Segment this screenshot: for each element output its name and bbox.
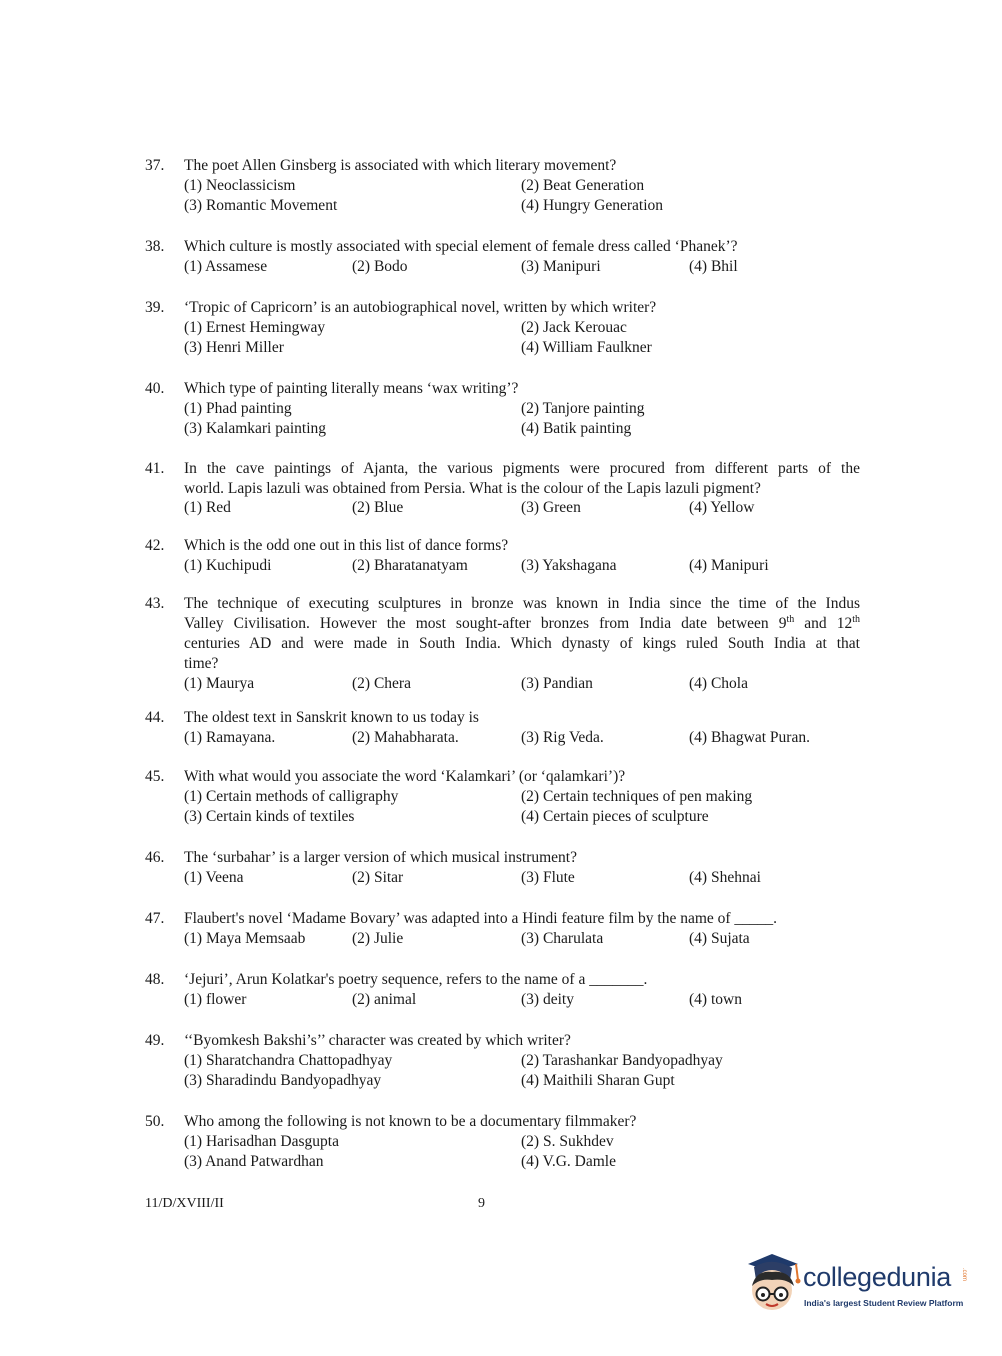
question-41 <box>145 459 860 518</box>
option-4: (4) Bhagwat Puran. <box>689 729 810 746</box>
question-stem: ‘Tropic of Capricorn’ is an autobiographical novel, written by which writer? <box>184 299 657 316</box>
question-stem: The oldest text in Sanskrit known to us today is <box>184 709 479 726</box>
option-1: (1) Veena <box>184 869 244 886</box>
option-3: (3) Henri Miller <box>184 339 284 356</box>
option-4: (4) Hungry Generation <box>521 197 664 214</box>
option-4: (4) Certain pieces of sculpture <box>521 808 709 825</box>
option-3: (3) Flute <box>521 869 575 886</box>
option-3: (3) Yakshagana <box>521 557 617 574</box>
option-1: (1) Harisadhan Dasgupta <box>184 1133 339 1150</box>
option-2: (2) Blue <box>352 499 404 516</box>
question-number: 50. <box>145 1113 165 1130</box>
option-3: (3) Kalamkari painting <box>184 420 327 437</box>
option-2: (2) Certain techniques of pen making <box>521 788 753 805</box>
paper-code: 11/D/XVIII/II <box>145 1196 224 1211</box>
option-3: (3) Anand Patwardhan <box>184 1153 324 1170</box>
question-46 <box>145 848 860 888</box>
question-stem: The poet Allen Ginsberg is associated with which literary movement? <box>184 157 617 174</box>
question-stem: Who among the following is not known to be a documentary filmmaker? <box>184 1113 637 1130</box>
question-47 <box>145 909 860 949</box>
option-1: (1) flower <box>184 991 247 1008</box>
option-1: (1) Assamese <box>184 258 268 275</box>
question-43 <box>145 594 860 694</box>
option-1: (1) Ernest Hemingway <box>184 319 326 336</box>
question-number: 46. <box>145 849 165 866</box>
option-2: (2) Sitar <box>352 869 404 886</box>
question-stem-line: In the cave paintings of Ajanta, the various pigments were procured from different parts of the <box>184 460 860 477</box>
question-stem-line: The technique of executing sculptures in bronze was known in India since the time of the Indus <box>184 595 860 612</box>
option-2: (2) Mahabharata. <box>352 729 459 746</box>
option-3: (3) Rig Veda. <box>521 729 604 746</box>
question-stem: Which is the odd one out in this list of dance forms? <box>184 537 509 554</box>
option-2: (2) Beat Generation <box>521 177 645 194</box>
question-39 <box>145 298 860 358</box>
option-2: (2) Tarashankar Bandyopadhyay <box>521 1052 723 1069</box>
question-number: 45. <box>145 768 165 785</box>
question-number: 44. <box>145 709 165 726</box>
question-number: 47. <box>145 910 165 927</box>
option-1: (1) Certain methods of calligraphy <box>184 788 399 805</box>
page-number: 9 <box>478 1196 485 1211</box>
logo-wordmark: collegedunia <box>803 1262 952 1292</box>
question-stem-line: Valley Civilisation. However the most sought-after bronzes from India date between 9th and 12th <box>184 613 860 632</box>
question-number: 41. <box>145 460 165 477</box>
option-3: (3) Sharadindu Bandyopadhyay <box>184 1072 382 1089</box>
question-42 <box>145 536 860 576</box>
question-stem: Which type of painting literally means ‘wax writing’? <box>184 380 519 397</box>
logo-suffix: .com <box>961 1268 967 1282</box>
option-2: (2) Jack Kerouac <box>521 319 627 336</box>
option-1: (1) Maya Memsaab <box>184 930 306 947</box>
option-3: (3) Charulata <box>521 930 604 947</box>
option-4: (4) Bhil <box>689 258 738 275</box>
question-48 <box>145 970 860 1010</box>
collegedunia-logo[interactable] <box>742 1250 982 1320</box>
option-1: (1) Kuchipudi <box>184 557 272 574</box>
option-2: (2) Chera <box>352 675 411 692</box>
question-44 <box>145 708 860 748</box>
option-4: (4) Sujata <box>689 930 750 947</box>
option-2: (2) Bharatanatyam <box>352 557 468 574</box>
question-stem: Flaubert's novel ‘Madame Bovary’ was adapted into a Hindi feature film by the name of _____. <box>184 910 778 927</box>
option-4: (4) V.G. Damle <box>521 1153 616 1170</box>
option-4: (4) Maithili Sharan Gupt <box>521 1072 675 1089</box>
option-3: (3) Pandian <box>521 675 593 692</box>
option-4: (4) Batik painting <box>521 420 632 437</box>
option-3: (3) Romantic Movement <box>184 197 338 214</box>
question-number: 48. <box>145 971 165 988</box>
option-3: (3) Manipuri <box>521 258 601 275</box>
option-2: (2) Bodo <box>352 258 408 275</box>
question-number: 39. <box>145 299 165 316</box>
question-49 <box>145 1031 860 1091</box>
question-40 <box>145 379 860 439</box>
option-1: (1) Sharatchandra Chattopadhyay <box>184 1052 393 1069</box>
option-1: (1) Ramayana. <box>184 729 276 746</box>
question-38 <box>145 237 860 277</box>
option-4: (4) Manipuri <box>689 557 769 574</box>
question-stem-line: time? <box>184 655 219 672</box>
option-2: (2) Tanjore painting <box>521 400 645 417</box>
logo-tagline: India's largest Student Review Platform <box>804 1298 964 1308</box>
question-number: 49. <box>145 1032 165 1049</box>
option-4: (4) Chola <box>689 675 748 692</box>
option-2: (2) S. Sukhdev <box>521 1133 614 1150</box>
question-number: 43. <box>145 595 165 612</box>
option-3: (3) Green <box>521 499 581 516</box>
question-number: 42. <box>145 537 165 554</box>
question-stem: The ‘surbahar’ is a larger version of which musical instrument? <box>184 849 577 866</box>
question-stem-line: centuries AD and were made in South India. Which dynasty of kings ruled South India at that <box>184 635 860 652</box>
option-4: (4) Shehnai <box>689 869 761 886</box>
question-stem: Which culture is mostly associated with special element of female dress called ‘Phanek’? <box>184 238 738 255</box>
option-1: (1) Phad painting <box>184 400 292 417</box>
option-4: (4) William Faulkner <box>521 339 652 356</box>
option-2: (2) animal <box>352 991 417 1008</box>
question-number: 38. <box>145 238 165 255</box>
option-3: (3) Certain kinds of textiles <box>184 808 355 825</box>
mascot-icon <box>742 1250 804 1318</box>
question-50 <box>145 1112 860 1172</box>
question-37 <box>145 156 860 216</box>
question-stem: With what would you associate the word ‘Kalamkari’ (or ‘qalamkari’)? <box>184 768 626 785</box>
question-45 <box>145 767 860 827</box>
option-1: (1) Red <box>184 499 231 516</box>
option-2: (2) Julie <box>352 930 404 947</box>
option-4: (4) Yellow <box>689 499 755 516</box>
question-stem-line: world. Lapis lazuli was obtained from Persia. What is the colour of the Lapis lazuli pigment? <box>184 480 761 497</box>
question-number: 37. <box>145 157 165 174</box>
question-stem: ‘‘Byomkesh Bakshi’s’’ character was created by which writer? <box>184 1032 571 1049</box>
question-number: 40. <box>145 380 165 397</box>
question-stem: ‘Jejuri’, Arun Kolatkar's poetry sequence, refers to the name of a _______. <box>184 971 648 988</box>
option-3: (3) deity <box>521 991 574 1008</box>
option-4: (4) town <box>689 991 742 1008</box>
option-1: (1) Neoclassicism <box>184 177 296 194</box>
option-1: (1) Maurya <box>184 675 255 692</box>
